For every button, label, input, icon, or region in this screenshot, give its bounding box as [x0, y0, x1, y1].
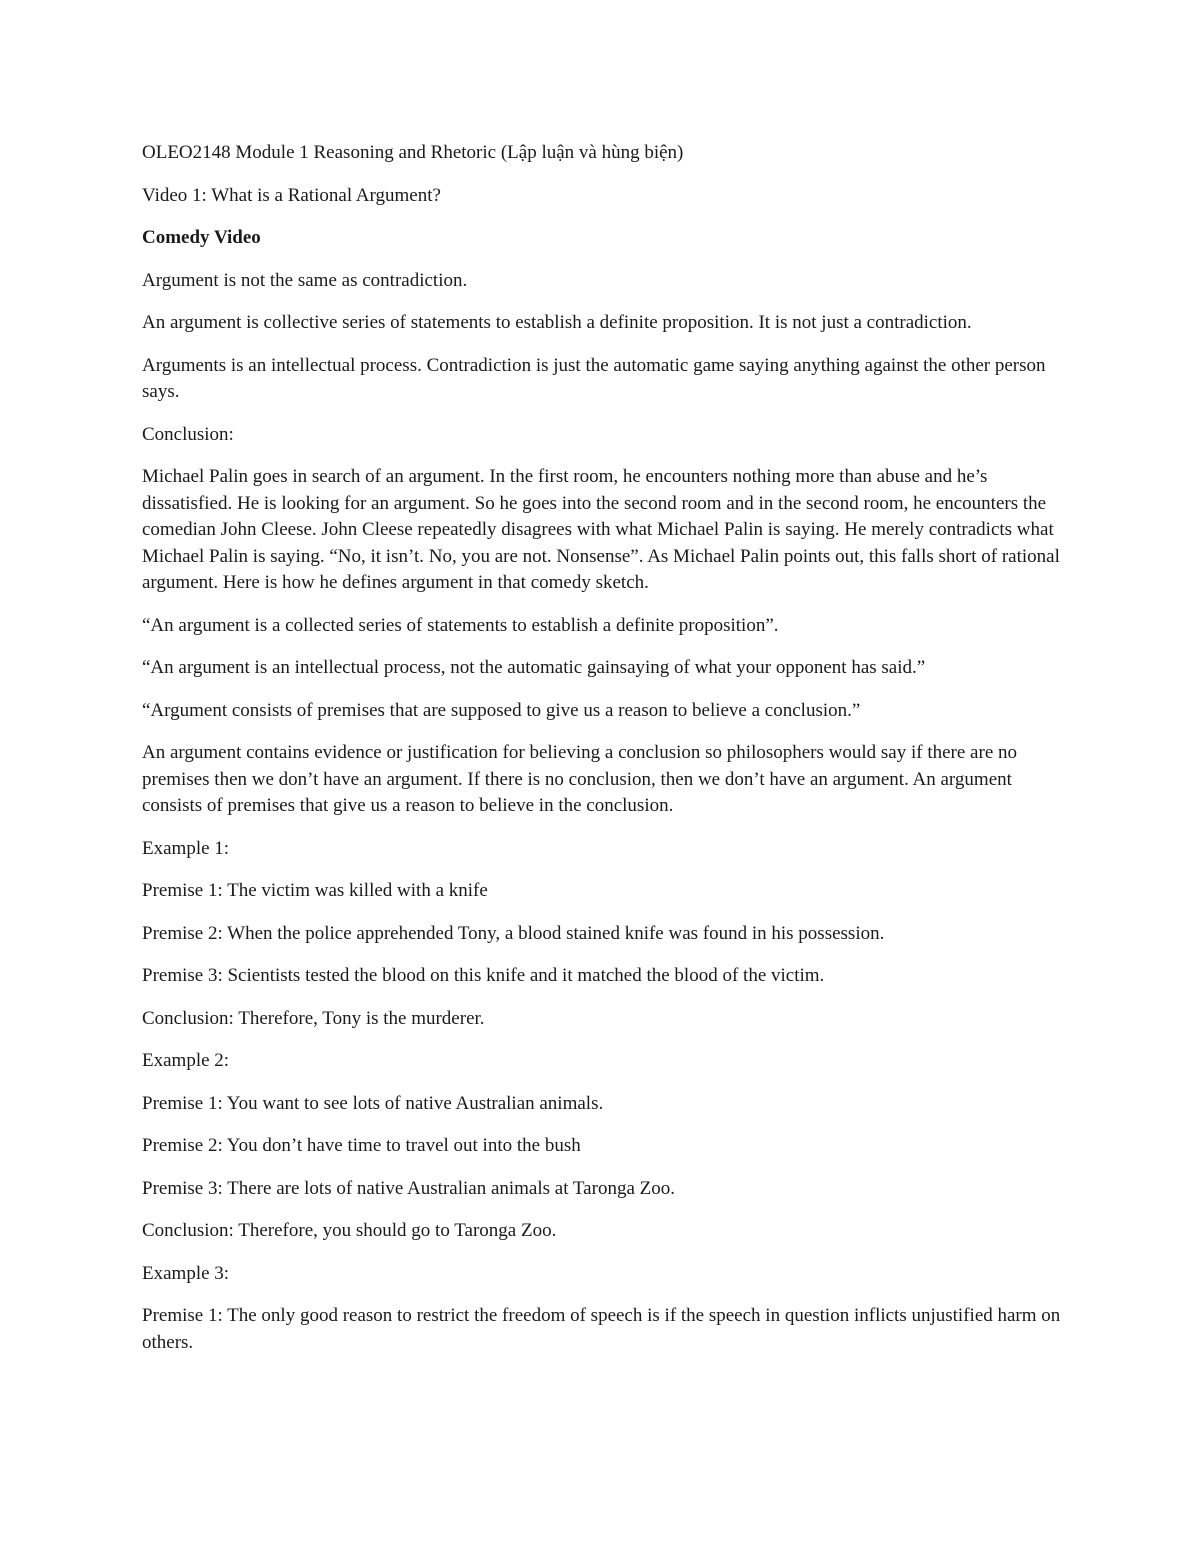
premise-line: Premise 3: There are lots of native Australian animals at Taronga Zoo.: [142, 1177, 675, 1199]
quote-paragraph: “An argument is a collected series of statements to establish a definite proposition”.: [142, 614, 779, 636]
paragraph: Argument is not the same as contradiction.: [142, 269, 468, 291]
example-label: Example 3:: [142, 1262, 230, 1284]
paragraph: Michael Palin goes in search of an argument. In the first room, he encounters nothing more than abuse and he’s dissatisfied. He is looking for an argument. So he goes into the second room and in the second room, he encounters the comedian John Cleese. John Cleese repeatedly disagrees with what Michael Palin is saying. He merely contradicts what Michael Palin is saying. “No, it isn’t. No, you are not. Nonsense”. As Michael Palin points out, this falls short of rational argument. Here is how he defines argument in that comedy sketch.: [142, 466, 1060, 593]
paragraph: An argument contains evidence or justification for believing a conclusion so philosophers would say if there are no premises then we don’t have an argument. If there is no conclusion, then we don’t have an argument. An argument consists of premises that give us a reason to believe in the conclusion.: [142, 742, 1018, 816]
conclusion-line: Conclusion: Therefore, you should go to Taronga Zoo.: [142, 1220, 557, 1241]
premise-line: Premise 1: The victim was killed with a knife: [142, 880, 488, 901]
quote-paragraph: “An argument is an intellectual process, not the automatic gainsaying of what your opponent has said.”: [142, 657, 926, 678]
section-heading: Comedy Video: [142, 227, 261, 248]
example-label: Example 1:: [142, 837, 230, 859]
paragraph: Conclusion:: [142, 423, 234, 445]
quote-paragraph: “Argument consists of premises that are supposed to give us a reason to believe a conclusion.”: [142, 699, 861, 721]
document-title: OLEO2148 Module 1 Reasoning and Rhetoric (Lập luận và hùng biện): [142, 142, 684, 163]
paragraph: An argument is collective series of statements to establish a definite proposition. It is not just a contradiction.: [142, 312, 972, 333]
document-page: [142, 140, 1062, 1372]
premise-line: Premise 3: Scientists tested the blood on this knife and it matched the blood of the victim.: [142, 965, 825, 986]
conclusion-line: Conclusion: Therefore, Tony is the murderer.: [142, 1007, 485, 1029]
premise-line: Premise 2: You don’t have time to travel out into the bush: [142, 1135, 581, 1156]
example-label: Example 2:: [142, 1050, 230, 1071]
premise-line: Premise 1: You want to see lots of native Australian animals.: [142, 1092, 604, 1114]
paragraph: Arguments is an intellectual process. Contradiction is just the automatic game saying anything against the other person says.: [142, 354, 1046, 402]
premise-line: Premise 2: When the police apprehended Tony, a blood stained knife was found in his possession.: [142, 922, 885, 944]
premise-line: Premise 1: The only good reason to restrict the freedom of speech is if the speech in question inflicts unjustified harm on others.: [142, 1305, 1061, 1353]
video-title: Video 1: What is a Rational Argument?: [142, 184, 441, 206]
